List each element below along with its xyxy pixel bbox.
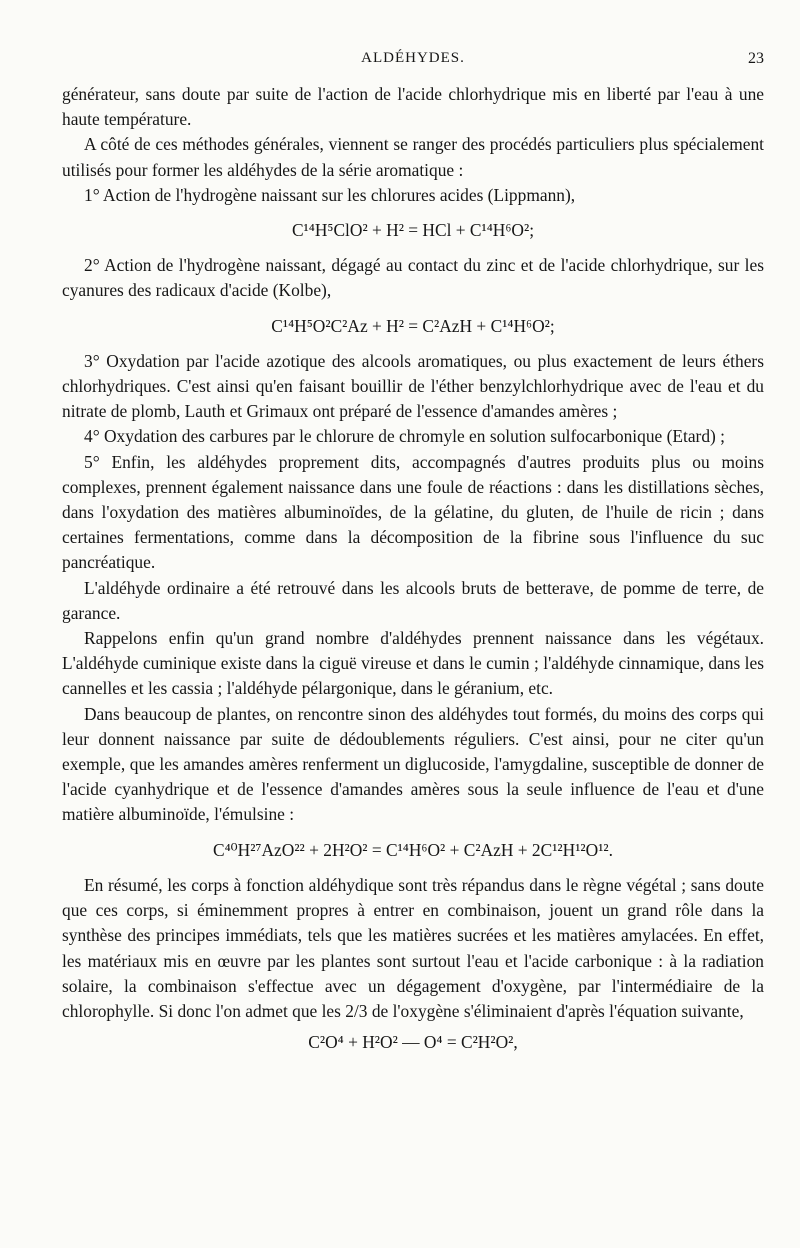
chemical-equation: C⁴⁰H²⁷AzO²² + 2H²O² = C¹⁴H⁶O² + C²AzH + 2C¹²H¹²O¹². [213,839,613,860]
paragraph: Rappelons enfin qu'un grand nombre d'aldéhydes prennent naissance dans les végétaux. L'aldéhyde cuminique existe dans la ciguë vireuse et dans le cumin ; l'aldéhyde cinnamique, dans les cannelles et les cassia ; l'aldéhyde pélargonique, dans le géranium, etc. [62,628,764,699]
paragraph: A côté de ces méthodes générales, viennent se ranger des procédés particuliers plus spécialement utilisés pour former les aldéhydes de la série aromatique : [62,134,764,180]
list-item-paragraph: 1° Action de l'hydrogène naissant sur les chlorures acides (Lippmann), [84,184,576,205]
page-number: 23 [748,50,764,67]
running-title: ALDÉHYDES. [361,50,465,66]
chemical-equation: C¹⁴H⁵ClO² + H² = HCl + C¹⁴H⁶O²; [291,220,535,241]
page-header [62,50,764,70]
page-body [62,82,764,1065]
paragraph: En résumé, les corps à fonction aldéhydique sont très répandus dans le règne végétal ; sans doute que ces corps, si éminemment propres à entrer en combinaison, jouent un grand rôle dans la synthèse des principes immédiats, tels que les matières sucrées et les matières amylacées. En effet, les matériaux mis en œuvre par les plantes sont surtout l'eau et l'acide carbonique : à la radiation solaire, la combinaison s'effectue avec un dégagement d'oxygène, par l'intermédiaire de la chlorophylle. Si donc l'on admet que les 2/3 de l'oxygène s'éliminaient d'après l'équation suivante, [62,874,764,1021]
list-item-paragraph: 3° Oxydation par l'acide azotique des alcools aromatiques, ou plus exactement de leurs éthers chlorhydriques. C'est ainsi qu'en faisant bouillir de l'éther benzylchlorhydrique avec de l'eau et du nitrate de plomb, Lauth et Grimaux ont préparé de l'essence d'amandes amères ; [62,350,764,422]
paragraph: L'aldéhyde ordinaire a été retrouvé dans les alcools bruts de betterave, de pomme de terre, de garance. [62,577,764,623]
chemical-equation: C²O⁴ + H²O² — O⁴ = C²H²O², [308,1032,518,1053]
list-item-paragraph: 5° Enfin, les aldéhydes proprement dits, accompagnés d'autres produits plus ou moins complexes, prennent également naissance dans une foule de réactions : dans les distillations sèches, dans l'oxydation des matières albuminoïdes, de la gélatine, du gluten, de l'huile de ricin ; dans certaines fermentations, comme dans la décomposition de la fibrine sous l'influence du suc pancréatique. [62,451,764,573]
paragraph: Dans beaucoup de plantes, on rencontre sinon des aldéhydes tout formés, du moins des corps qui leur donnent naissance par suite de dédoublements réguliers. C'est ainsi, pour ne citer qu'un exemple, que les amandes amères renferment un diglucoside, l'amygdaline, susceptible de donner de l'acide cyanhydrique et de l'essence d'amandes amères sous la seule influence de l'eau et d'une matière albuminoïde, l'émulsine : [62,703,764,825]
paragraph: générateur, sans doute par suite de l'action de l'acide chlorhydrique mis en liberté par l'eau à une haute température. [62,84,764,130]
chemical-equation: C¹⁴H⁵O²C²Az + H² = C²AzH + C¹⁴H⁶O²; [271,315,555,336]
list-item-paragraph: 2° Action de l'hydrogène naissant, dégagé au contact du zinc et de l'acide chlorhydrique, sur les cyanures des radicaux d'acide (Kolbe), [62,255,764,301]
list-item-paragraph: 4° Oxydation des carbures par le chlorure de chromyle en solution sulfocarbonique (Etard) ; [84,426,726,447]
